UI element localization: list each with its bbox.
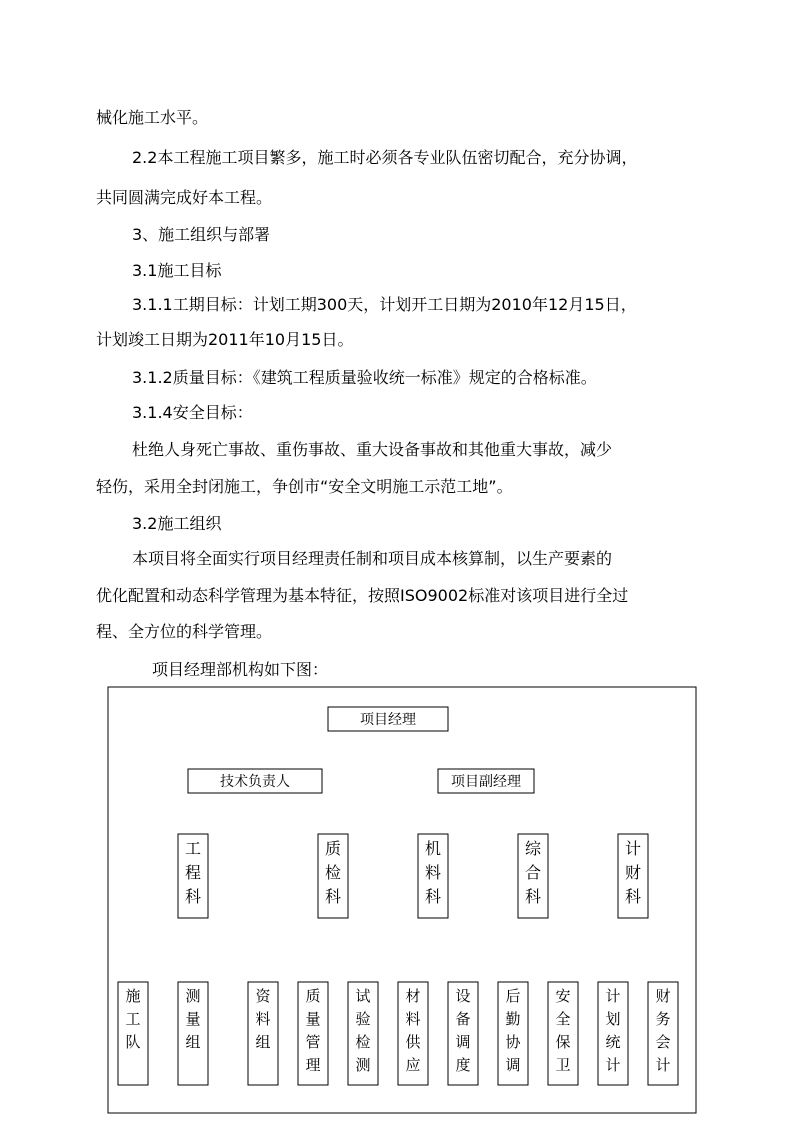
node-unit-label: 安全保卫 xyxy=(555,987,571,1074)
node-department-label: 计财科 xyxy=(624,839,642,906)
paragraph-line: 共同圆满完成好本工程。 xyxy=(96,188,273,207)
node-second-label: 项目副经理 xyxy=(451,774,521,791)
paragraph-line: 2.2本工程施工项目繁多，施工时必须各专业队伍密切配合，充分协调， xyxy=(132,148,638,167)
node-unit-label: 计划统计 xyxy=(605,987,621,1074)
paragraph-line: 程、全方位的科学管理。 xyxy=(96,622,273,641)
paragraph-line: 3.1施工目标 xyxy=(132,261,222,280)
node-unit-label: 试验检测 xyxy=(355,987,371,1074)
paragraph-line: 3.1.4安全目标： xyxy=(132,403,253,422)
paragraph-line: 3.1.2质量目标：《建筑工程质量验收统一标准》规定的合格标准。 xyxy=(132,368,597,387)
paragraph-line: 轻伤，采用全封闭施工，争创市“安全文明施工示范工地”。 xyxy=(96,477,513,496)
paragraph-line: 杜绝人身死亡事故、重伤事故、重大设备事故和其他重大事故，减少 xyxy=(132,440,613,459)
node-unit-label: 设备调度 xyxy=(455,987,471,1074)
paragraph-line: 械化施工水平。 xyxy=(96,108,209,127)
node-unit-label: 质量管理 xyxy=(305,987,321,1074)
node-department-label: 机料科 xyxy=(424,839,442,906)
node-department-label: 综合科 xyxy=(524,839,542,906)
node-unit-label: 财务会计 xyxy=(655,987,671,1074)
paragraph-line: 3、施工组织与部署 xyxy=(132,225,271,244)
node-department-label: 质检科 xyxy=(324,839,342,906)
paragraph-line: 计划竣工日期为2011年10月15日。 xyxy=(96,330,354,349)
paragraph-line: 优化配置和动态科学管理为基本特征，按照ISO9002标准对该项目进行全过 xyxy=(96,586,629,605)
paragraph-line: 3.1.1工期目标：计划工期300天，计划开工日期为2010年12月15日， xyxy=(132,295,637,314)
paragraph-line: 本项目将全面实行项目经理责任制和项目成本核算制，以生产要素的 xyxy=(132,549,613,568)
node-unit-label: 后勤协调 xyxy=(505,987,521,1074)
node-unit-label: 资料组 xyxy=(255,987,271,1051)
node-unit-label: 材料供应 xyxy=(405,987,421,1074)
node-second-label: 技术负责人 xyxy=(220,774,290,791)
node-department-label: 工程科 xyxy=(184,839,202,906)
paragraph-line: 3.2施工组织 xyxy=(132,514,222,533)
node-top-label: 项目经理 xyxy=(360,712,416,729)
node-unit-label: 测量组 xyxy=(185,987,201,1051)
node-unit-label: 施工队 xyxy=(125,987,141,1051)
org-chart-nodes xyxy=(108,687,696,1113)
paragraph-line: 项目经理部机构如下图： xyxy=(152,660,329,679)
